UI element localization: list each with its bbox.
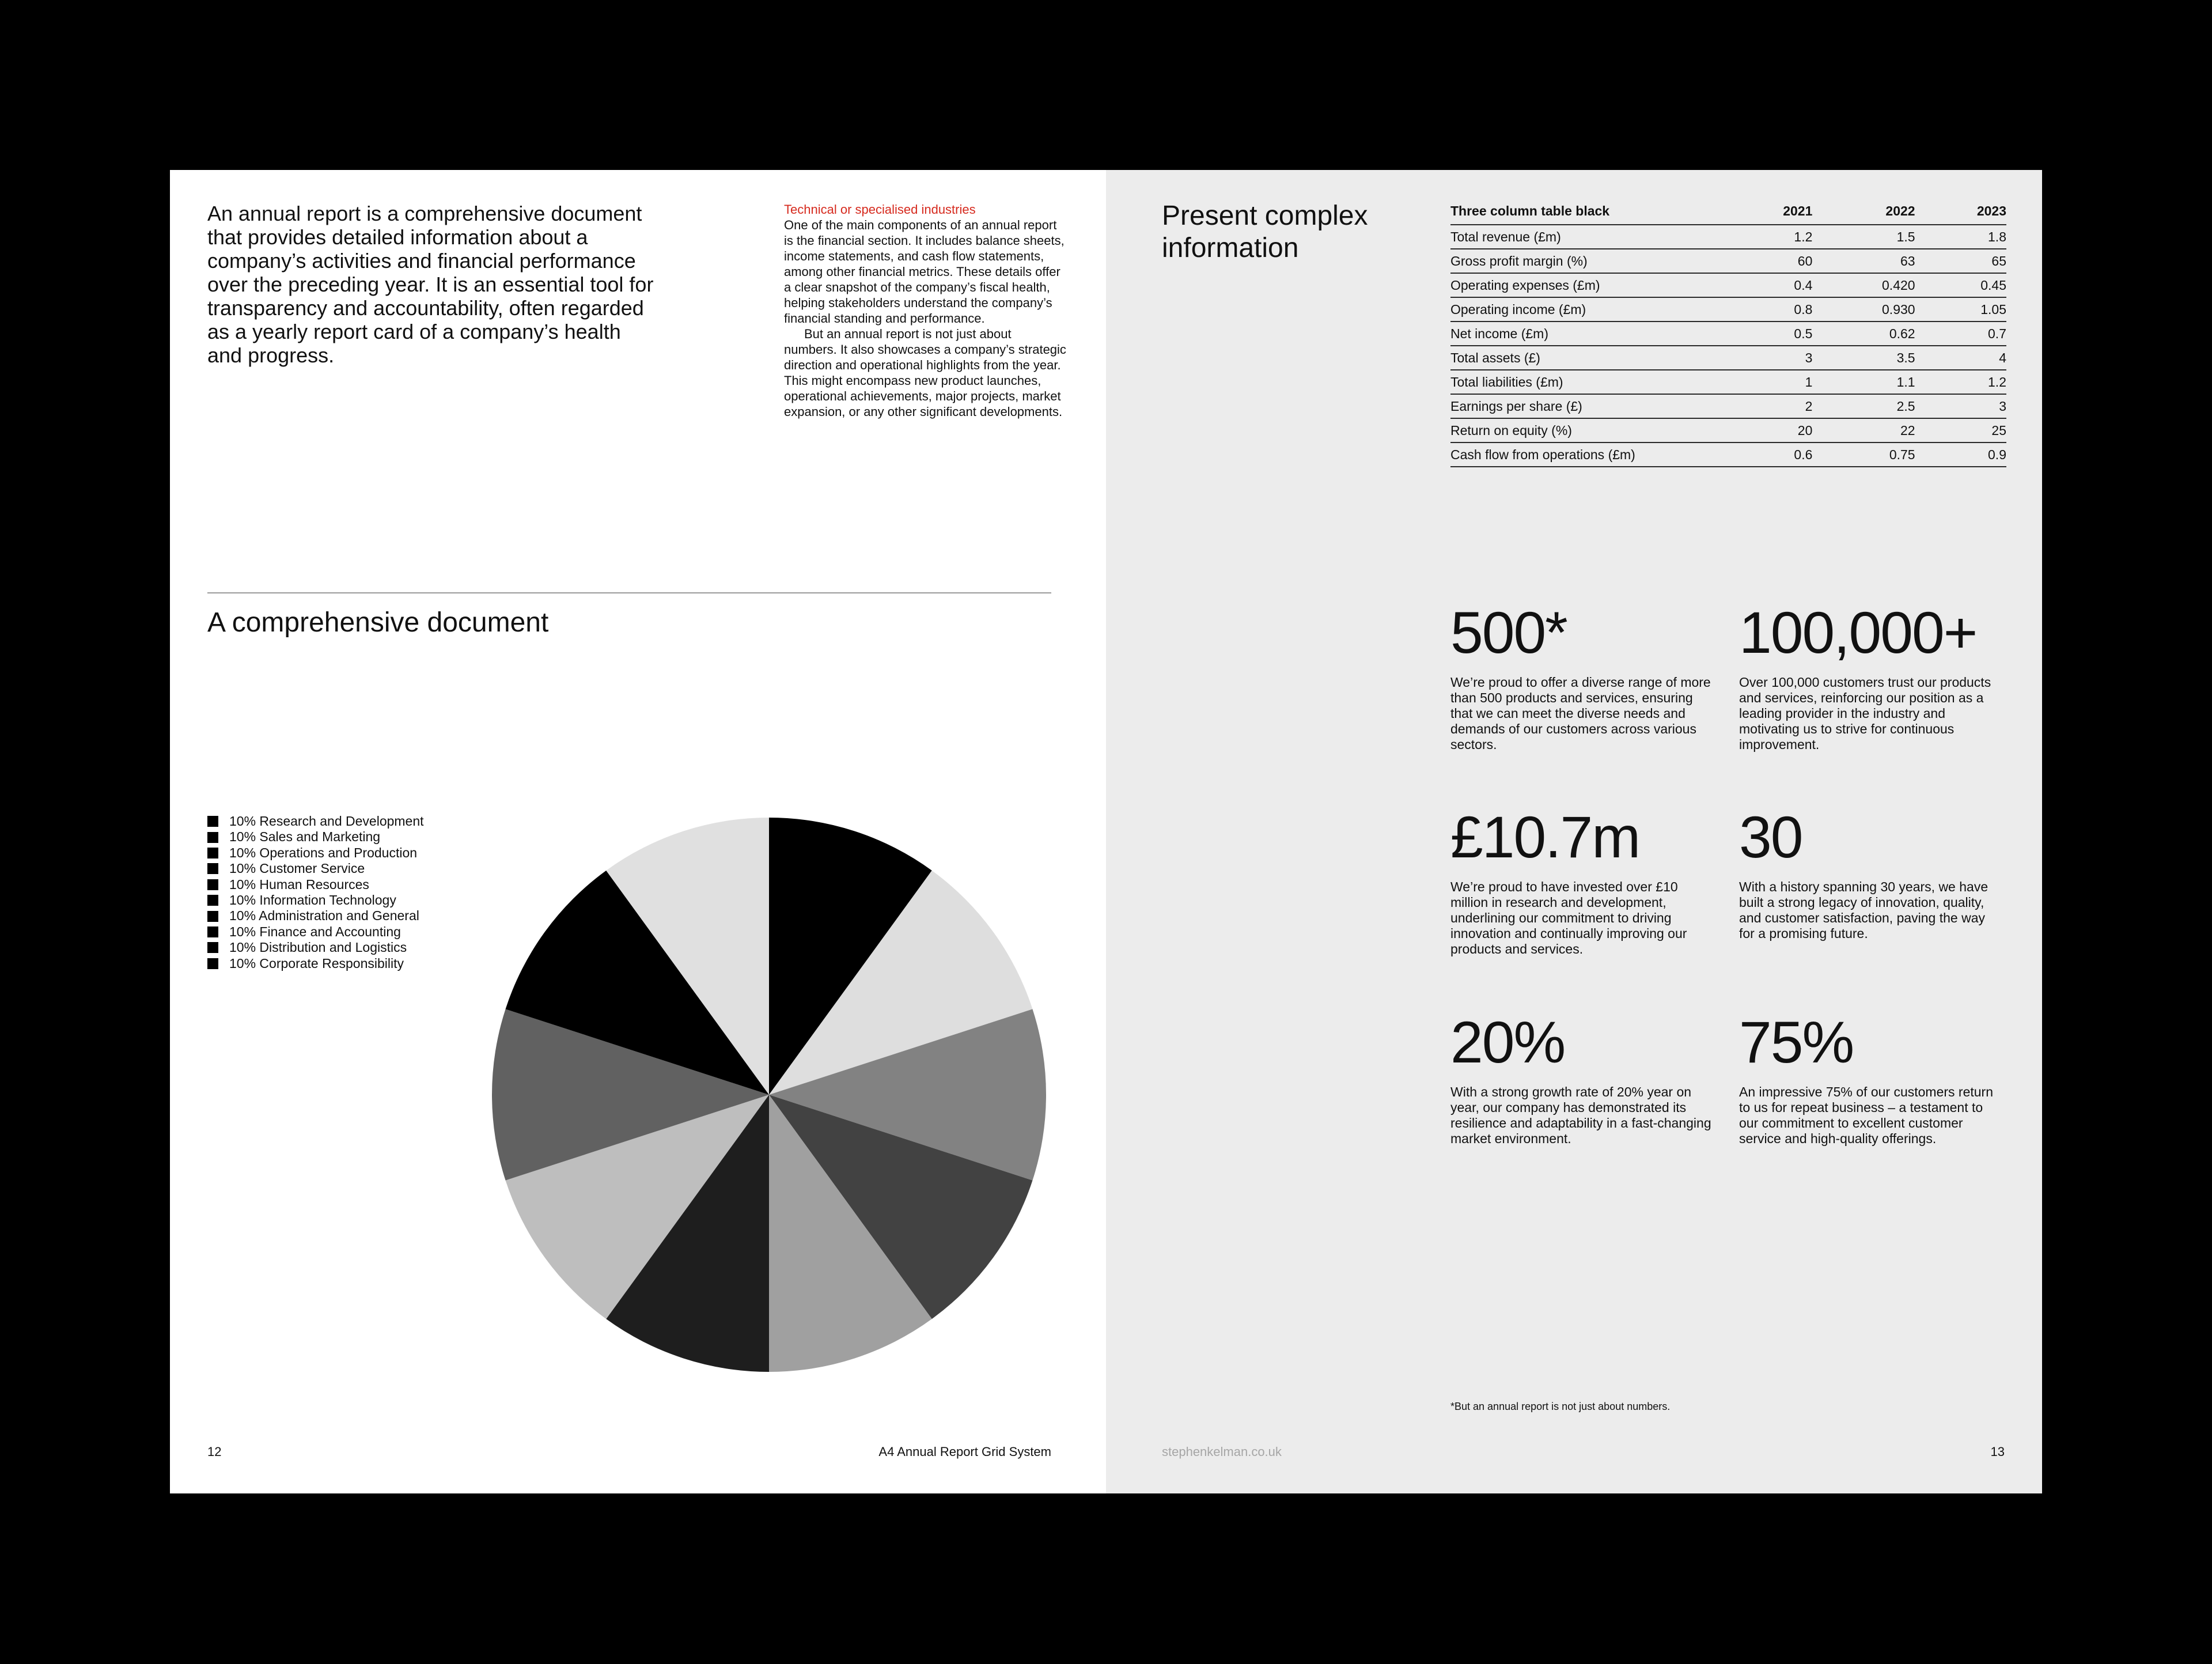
intro-paragraph: An annual report is a comprehensive document that provides detailed information about a company’s activities and financial performance over the preceding year. It is an essential tool for transparency and accountability, often regarded as a yearly report card of a company’s health and progress.	[207, 202, 654, 367]
pie-chart	[491, 816, 1047, 1373]
legend-item	[207, 861, 424, 876]
table-cell: Total liabilities (£m)	[1450, 370, 1721, 394]
document-title-footer: A4 Annual Report Grid System	[878, 1444, 1051, 1459]
table-cell: 60	[1721, 249, 1812, 273]
stat-description: Over 100,000 customers trust our products and services, reinforcing our position as a leading provider in the industry and motivating us to strive for continuous improvement.	[1739, 675, 1991, 752]
legend-swatch	[207, 895, 218, 906]
table-cell: Earnings per share (£)	[1450, 394, 1721, 418]
legend-item	[207, 956, 424, 971]
stat-block	[1450, 601, 1713, 752]
table-row	[1450, 225, 2006, 249]
stat-description: With a strong growth rate of 20% year on year, our company has demonstrated its resilience and adaptability in a fast-changing market environment.	[1450, 1084, 1711, 1146]
table-cell: Net income (£m)	[1450, 322, 1721, 346]
table-cell: 3.5	[1812, 346, 1915, 370]
table-row	[1450, 443, 2006, 467]
legend-label: 10% Research and Development	[229, 814, 424, 829]
stat-block	[1739, 1011, 2001, 1147]
pie-chart-svg	[491, 816, 1047, 1373]
legend-label: 10% Operations and Production	[229, 845, 418, 860]
table-cell: 4	[1915, 346, 2006, 370]
table-cell: 0.930	[1812, 297, 1915, 322]
stat-description: We’re proud to have invested over £10 million in research and development, underlining our commitment to driving innovation and continually improving our products and services.	[1450, 879, 1687, 956]
table-cell: Cash flow from operations (£m)	[1450, 443, 1721, 467]
legend-label: 10% Sales and Marketing	[229, 829, 381, 845]
table-cell: 1.2	[1915, 370, 2006, 394]
table-cell: 0.75	[1812, 443, 1915, 467]
legend-label: 10% Administration and General	[229, 908, 419, 924]
table-row	[1450, 249, 2006, 273]
table-cell: 1.8	[1915, 225, 2006, 249]
website-footer: stephenkelman.co.uk	[1162, 1444, 1282, 1459]
sidebar-text	[784, 202, 1066, 419]
table-cell: 3	[1721, 346, 1812, 370]
legend-item	[207, 829, 424, 845]
right-page-title: Present complex information	[1162, 201, 1368, 263]
table-cell: 25	[1915, 418, 2006, 443]
table-cell: 0.45	[1915, 273, 2006, 297]
table-cell: Total revenue (£m)	[1450, 225, 1721, 249]
table-cell: 3	[1915, 394, 2006, 418]
legend-item	[207, 845, 424, 861]
legend-swatch	[207, 848, 218, 859]
table-cell: 0.420	[1812, 273, 1915, 297]
table-cell: 1.1	[1812, 370, 1915, 394]
table-cell: 1	[1721, 370, 1812, 394]
legend-swatch	[207, 926, 218, 937]
table-cell: 0.6	[1721, 443, 1812, 467]
table-cell: 2	[1721, 394, 1812, 418]
table-header: Three column table black	[1450, 198, 1721, 225]
table-cell: Return on equity (%)	[1450, 418, 1721, 443]
table-row	[1450, 297, 2006, 322]
table-row	[1450, 370, 2006, 394]
legend-label: 10% Customer Service	[229, 861, 365, 876]
table-header: 2023	[1915, 198, 2006, 225]
legend-item	[207, 877, 424, 892]
sidebar-heading: Technical or specialised industries	[784, 202, 976, 217]
table-cell: 0.8	[1721, 297, 1812, 322]
table-cell: Operating expenses (£m)	[1450, 273, 1721, 297]
legend-item	[207, 814, 424, 829]
stat-block	[1739, 805, 2001, 941]
financial-table	[1450, 198, 2006, 467]
legend-swatch	[207, 816, 218, 827]
table-cell: 0.9	[1915, 443, 2006, 467]
table-cell: 0.62	[1812, 322, 1915, 346]
legend-swatch	[207, 911, 218, 922]
table-cell: 1.2	[1721, 225, 1812, 249]
pie-legend	[207, 814, 424, 971]
sidebar-paragraph-2: But an annual report is not just about numbers. It also showcases a company’s strategic direction and operational highlights from the year. This might encompass new product launches, operational achievements, major projects, market expansion, or any other significant developments.	[784, 327, 1066, 419]
stat-block	[1739, 601, 2001, 752]
legend-swatch	[207, 863, 218, 874]
legend-label: 10% Information Technology	[229, 892, 396, 908]
table-header-row	[1450, 198, 2006, 225]
stat-block	[1450, 805, 1713, 957]
table-cell: 0.4	[1721, 273, 1812, 297]
stat-value: 20%	[1450, 1009, 1565, 1075]
legend-swatch	[207, 942, 218, 953]
legend-item	[207, 892, 424, 908]
table-row	[1450, 394, 2006, 418]
table-header: 2022	[1812, 198, 1915, 225]
left-page	[170, 170, 1106, 1493]
stat-value: 100,000+	[1739, 600, 1977, 665]
table-cell: Gross profit margin (%)	[1450, 249, 1721, 273]
footnote: *But an annual report is not just about numbers.	[1450, 1401, 1671, 1412]
table-row	[1450, 322, 2006, 346]
legend-item	[207, 908, 424, 924]
stat-value: 500*	[1450, 600, 1567, 665]
table-cell: Total assets (£)	[1450, 346, 1721, 370]
page-number-right: 13	[1990, 1444, 2005, 1459]
legend-label: 10% Finance and Accounting	[229, 924, 401, 939]
table-row	[1450, 418, 2006, 443]
legend-item	[207, 924, 424, 940]
table-cell: 0.5	[1721, 322, 1812, 346]
table-cell: 20	[1721, 418, 1812, 443]
right-page	[1106, 170, 2042, 1493]
stat-description: We’re proud to offer a diverse range of more than 500 products and services, ensuring that we can meet the diverse needs and demands of our customers across various sectors.	[1450, 675, 1711, 752]
legend-label: 10% Distribution and Logistics	[229, 940, 407, 955]
stat-value: £10.7m	[1450, 804, 1640, 870]
table-cell: 1.5	[1812, 225, 1915, 249]
table-row	[1450, 346, 2006, 370]
table-header: 2021	[1721, 198, 1812, 225]
legend-swatch	[207, 832, 218, 843]
table-cell: 0.7	[1915, 322, 2006, 346]
legend-swatch	[207, 879, 218, 890]
legend-item	[207, 940, 424, 955]
table-cell: 63	[1812, 249, 1915, 273]
table-cell: 65	[1915, 249, 2006, 273]
section-divider	[207, 592, 1051, 593]
table-cell: 2.5	[1812, 394, 1915, 418]
stat-description: An impressive 75% of our customers return to us for repeat business – a testament to our commitment to excellent customer service and high-quality offerings.	[1739, 1084, 1994, 1146]
stat-block	[1450, 1011, 1713, 1147]
table-row	[1450, 273, 2006, 297]
stat-value: 75%	[1739, 1009, 1854, 1075]
legend-label: 10% Corporate Responsibility	[229, 955, 404, 971]
legend-swatch	[207, 958, 218, 969]
stat-value: 30	[1739, 804, 1802, 870]
legend-label: 10% Human Resources	[229, 876, 369, 892]
page-number-left: 12	[207, 1444, 222, 1459]
sidebar-paragraph-1: One of the main components of an annual report is the financial section. It includes balance sheets, income statements, and cash flow statements, among other financial metrics. These details offer a clear snapshot of the company’s fiscal health, helping stakeholders understand the company’s financial standing and performance.	[784, 218, 1065, 326]
stat-description: With a history spanning 30 years, we have built a strong legacy of innovation, quality, and customer satisfaction, paving the way for a promising future.	[1739, 879, 1988, 941]
section-title: A comprehensive document	[207, 607, 549, 638]
table-cell: 22	[1812, 418, 1915, 443]
table-cell: 1.05	[1915, 297, 2006, 322]
table-cell: Operating income (£m)	[1450, 297, 1721, 322]
